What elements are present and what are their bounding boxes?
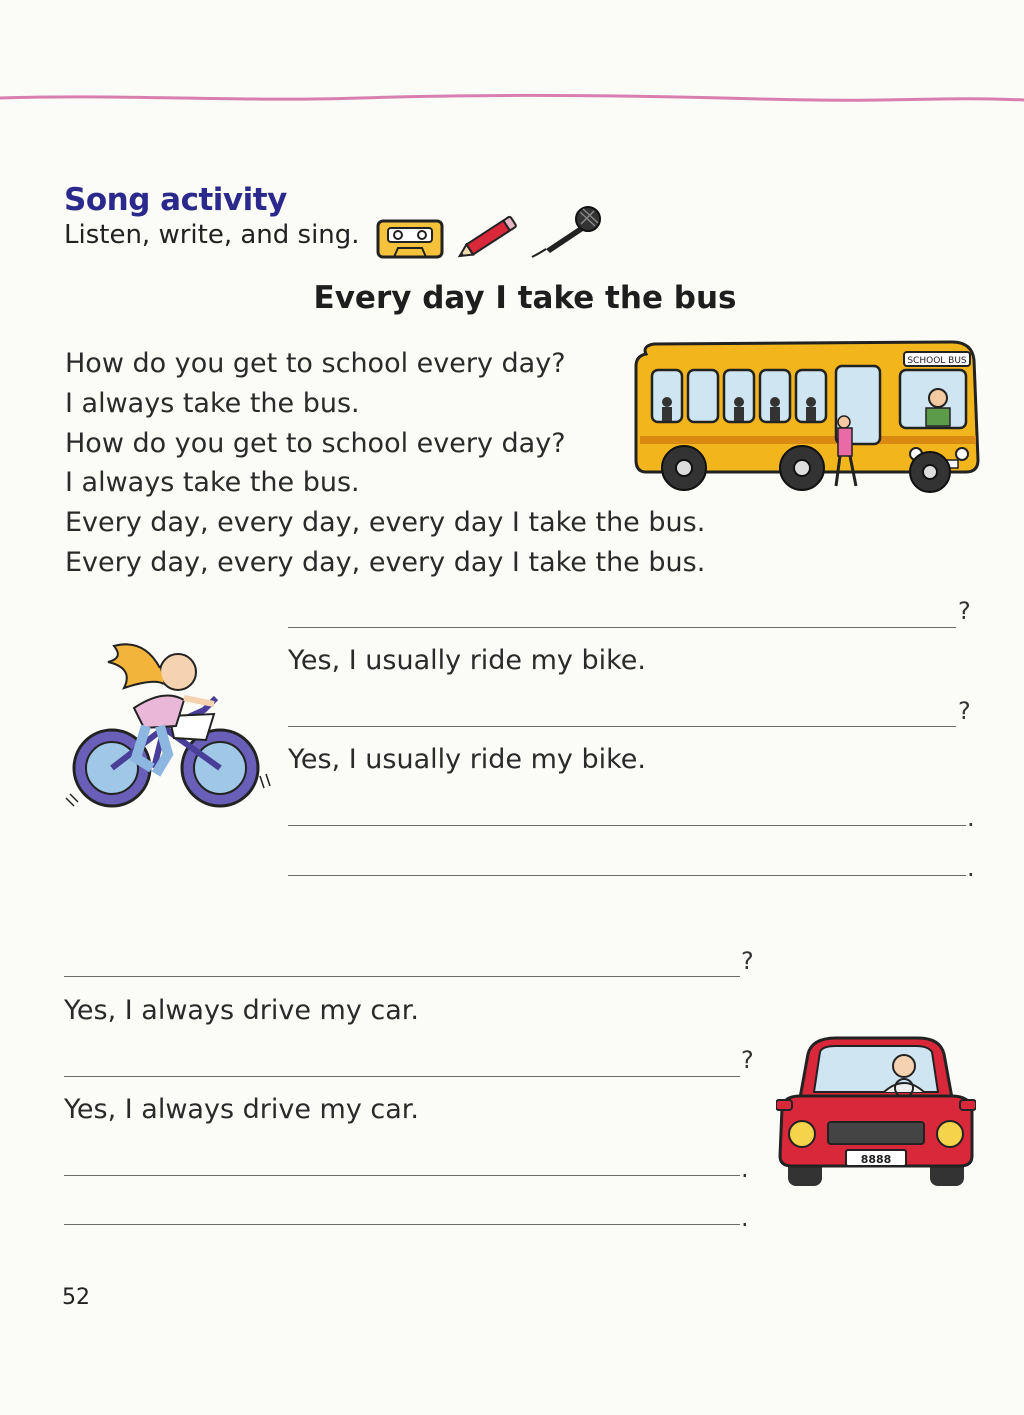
answer-blank-line[interactable]	[64, 1224, 740, 1225]
answer-blank-line[interactable]	[288, 875, 966, 876]
lyric-line: How do you get to school every day?	[65, 348, 566, 379]
answer-text: Yes, I usually ride my bike.	[288, 744, 647, 775]
license-plate-text: 8888	[860, 1153, 892, 1166]
period: .	[741, 1204, 749, 1232]
question-mark: ?	[958, 697, 971, 725]
girl-on-bike-illustration	[64, 628, 276, 824]
answer-text: Yes, I usually ride my bike.	[288, 645, 647, 676]
answer-blank-line[interactable]	[64, 1175, 740, 1176]
pencil-icon	[454, 213, 524, 261]
question-mark: ?	[958, 597, 971, 625]
answer-blank-line[interactable]	[288, 825, 966, 826]
page-number: 52	[62, 1285, 90, 1310]
cassette-tape-icon	[376, 219, 444, 259]
school-bus-illustration	[632, 336, 984, 502]
section-title: Song activity	[64, 182, 287, 218]
period: .	[741, 1155, 749, 1183]
microphone-icon	[528, 203, 604, 259]
answer-blank-line[interactable]	[64, 1076, 740, 1077]
answer-blank-line[interactable]	[288, 627, 956, 628]
question-mark: ?	[741, 1046, 754, 1074]
red-car-illustration	[776, 1034, 976, 1190]
question-mark: ?	[741, 947, 754, 975]
period: .	[967, 804, 975, 832]
answer-text: Yes, I always drive my car.	[64, 995, 419, 1026]
song-lyrics	[65, 344, 705, 583]
answer-blank-line[interactable]	[288, 726, 956, 727]
period: .	[967, 854, 975, 882]
song-title: Every day I take the bus	[313, 280, 737, 316]
bus-sign-text: SCHOOL BUS	[907, 356, 967, 366]
instructions: Listen, write, and sing.	[64, 220, 360, 250]
answer-text: Yes, I always drive my car.	[64, 1094, 419, 1125]
lyric-line: I always take the bus.	[65, 387, 360, 419]
top-pink-rule	[0, 92, 1024, 106]
lyric-line: How do you get to school every day?	[65, 427, 566, 459]
lyric-line: Every day, every day, every day I take the bus.	[65, 507, 706, 539]
lyric-line: I always take the bus.	[65, 467, 360, 499]
lyric-line: Every day, every day, every day I take the bus.	[65, 546, 706, 578]
answer-blank-line[interactable]	[64, 976, 740, 977]
